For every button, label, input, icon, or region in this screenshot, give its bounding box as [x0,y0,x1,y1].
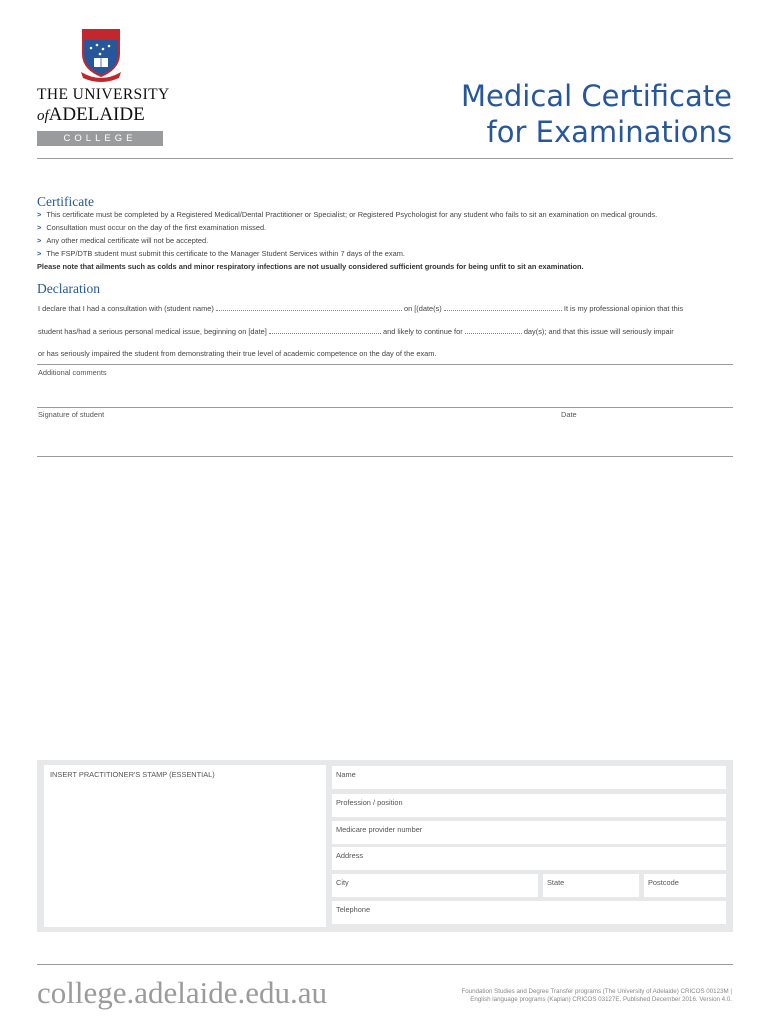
additional-comments-label: Additional comments [38,368,107,377]
list-item [37,221,737,234]
signature-date-field[interactable] [560,420,733,454]
telephone-field-label: Telephone [336,905,371,914]
medicare-field-label: Medicare provider number [336,825,423,834]
university-name-main: ADELAIDE [48,104,145,125]
student-name-field[interactable] [216,303,402,311]
footer-url: college.adelaide.edu.au [37,975,328,1010]
bullet-marker-icon: > [37,249,42,258]
declaration-text: and likely to continue for [382,327,463,336]
comments-divider [37,364,733,365]
page-title [461,78,732,150]
title-line1: Medical Certificate [461,79,732,113]
signature-bottom-divider [37,456,733,457]
bullet-marker-icon: > [37,210,42,219]
university-logo [37,28,170,150]
university-name-line1: THE UNIVERSITY [37,86,170,103]
footer-note-line1: Foundation Studies and Degree Transfer programs (The University of Adelaide) CRICOS 00123M | [461,988,732,995]
declaration-text: day(s); and that this issue will seriously impair [523,327,674,336]
name-field[interactable] [332,766,726,789]
list-item [37,234,737,247]
start-date-field[interactable] [269,326,381,334]
declaration-line-3: or has seriously impaired the student from demonstrating their true level of academic competence on the day of the exam. [38,349,437,358]
signature-label: Signature of student [38,410,105,419]
state-field-label: State [547,878,565,887]
stamp-label: INSERT PRACTITIONER'S STAMP (ESSENTIAL) [50,770,215,779]
stamp-box[interactable] [44,765,326,927]
profession-field[interactable] [332,794,726,817]
declaration-text: on [(date(s) [403,304,442,313]
postcode-field-label: Postcode [648,878,679,887]
footer-divider [37,964,733,965]
state-field[interactable] [543,874,639,897]
declaration-text: It is my professional opinion that this [563,304,684,313]
certificate-bullets [37,208,737,273]
telephone-field[interactable] [332,901,726,924]
postcode-field[interactable] [644,874,726,897]
duration-days-field[interactable] [465,326,522,334]
college-bar: COLLEGE [37,131,163,146]
additional-comments-field[interactable] [37,378,733,406]
bullet-text: Consultation must occur on the day of the first examination missed. [46,223,267,232]
footer-note-line2: English language programs (Kaplan) CRICOS 03127E. Published December 2016. Version 4.0. [470,996,732,1003]
name-field-label: Name [336,770,356,779]
declaration-heading: Declaration [37,281,100,296]
medicare-provider-number-field[interactable] [332,821,726,844]
declaration-line-2 [38,326,674,336]
bullet-marker-icon: > [37,236,42,245]
signature-divider [37,407,733,408]
bullet-text: This certificate must be completed by a Registered Medical/Dental Practitioner or Specialist; or Registered Psychologist for any student who fails to sit an examination on medical grounds. [46,210,658,219]
city-field-label: City [336,878,349,887]
certificate-heading: Certificate [37,194,94,209]
title-line2: for Examinations [486,115,732,149]
university-name-prefix: of [37,108,49,124]
list-item [37,208,737,221]
declaration-text: I declare that I had a consultation with (student name) [38,304,214,313]
date-label: Date [561,410,577,419]
city-field[interactable] [332,874,538,897]
bullet-text: Any other medical certificate will not be accepted. [46,236,209,245]
signature-field[interactable] [37,420,537,454]
declaration-line-1 [38,303,683,313]
dates-field[interactable] [444,303,562,311]
footer-note [461,988,732,1004]
profession-field-label: Profession / position [336,798,403,807]
address-field-label: Address [336,851,364,860]
university-name-line2 [37,104,165,126]
certificate-note: Please note that ailments such as colds and minor respiratory infections are not usually considered sufficient grounds for being unfit to sit an examination. [37,262,584,271]
bullet-text: The FSP/DTB student must submit this certificate to the Manager Student Services within 7 days of the exam. [46,249,405,258]
crest-icon [77,28,125,82]
address-field[interactable] [332,847,726,870]
bullet-marker-icon: > [37,223,42,232]
declaration-text: student has/had a serious personal medical issue, beginning on [date] [38,327,267,336]
list-item [37,247,737,260]
header-divider [37,158,733,159]
